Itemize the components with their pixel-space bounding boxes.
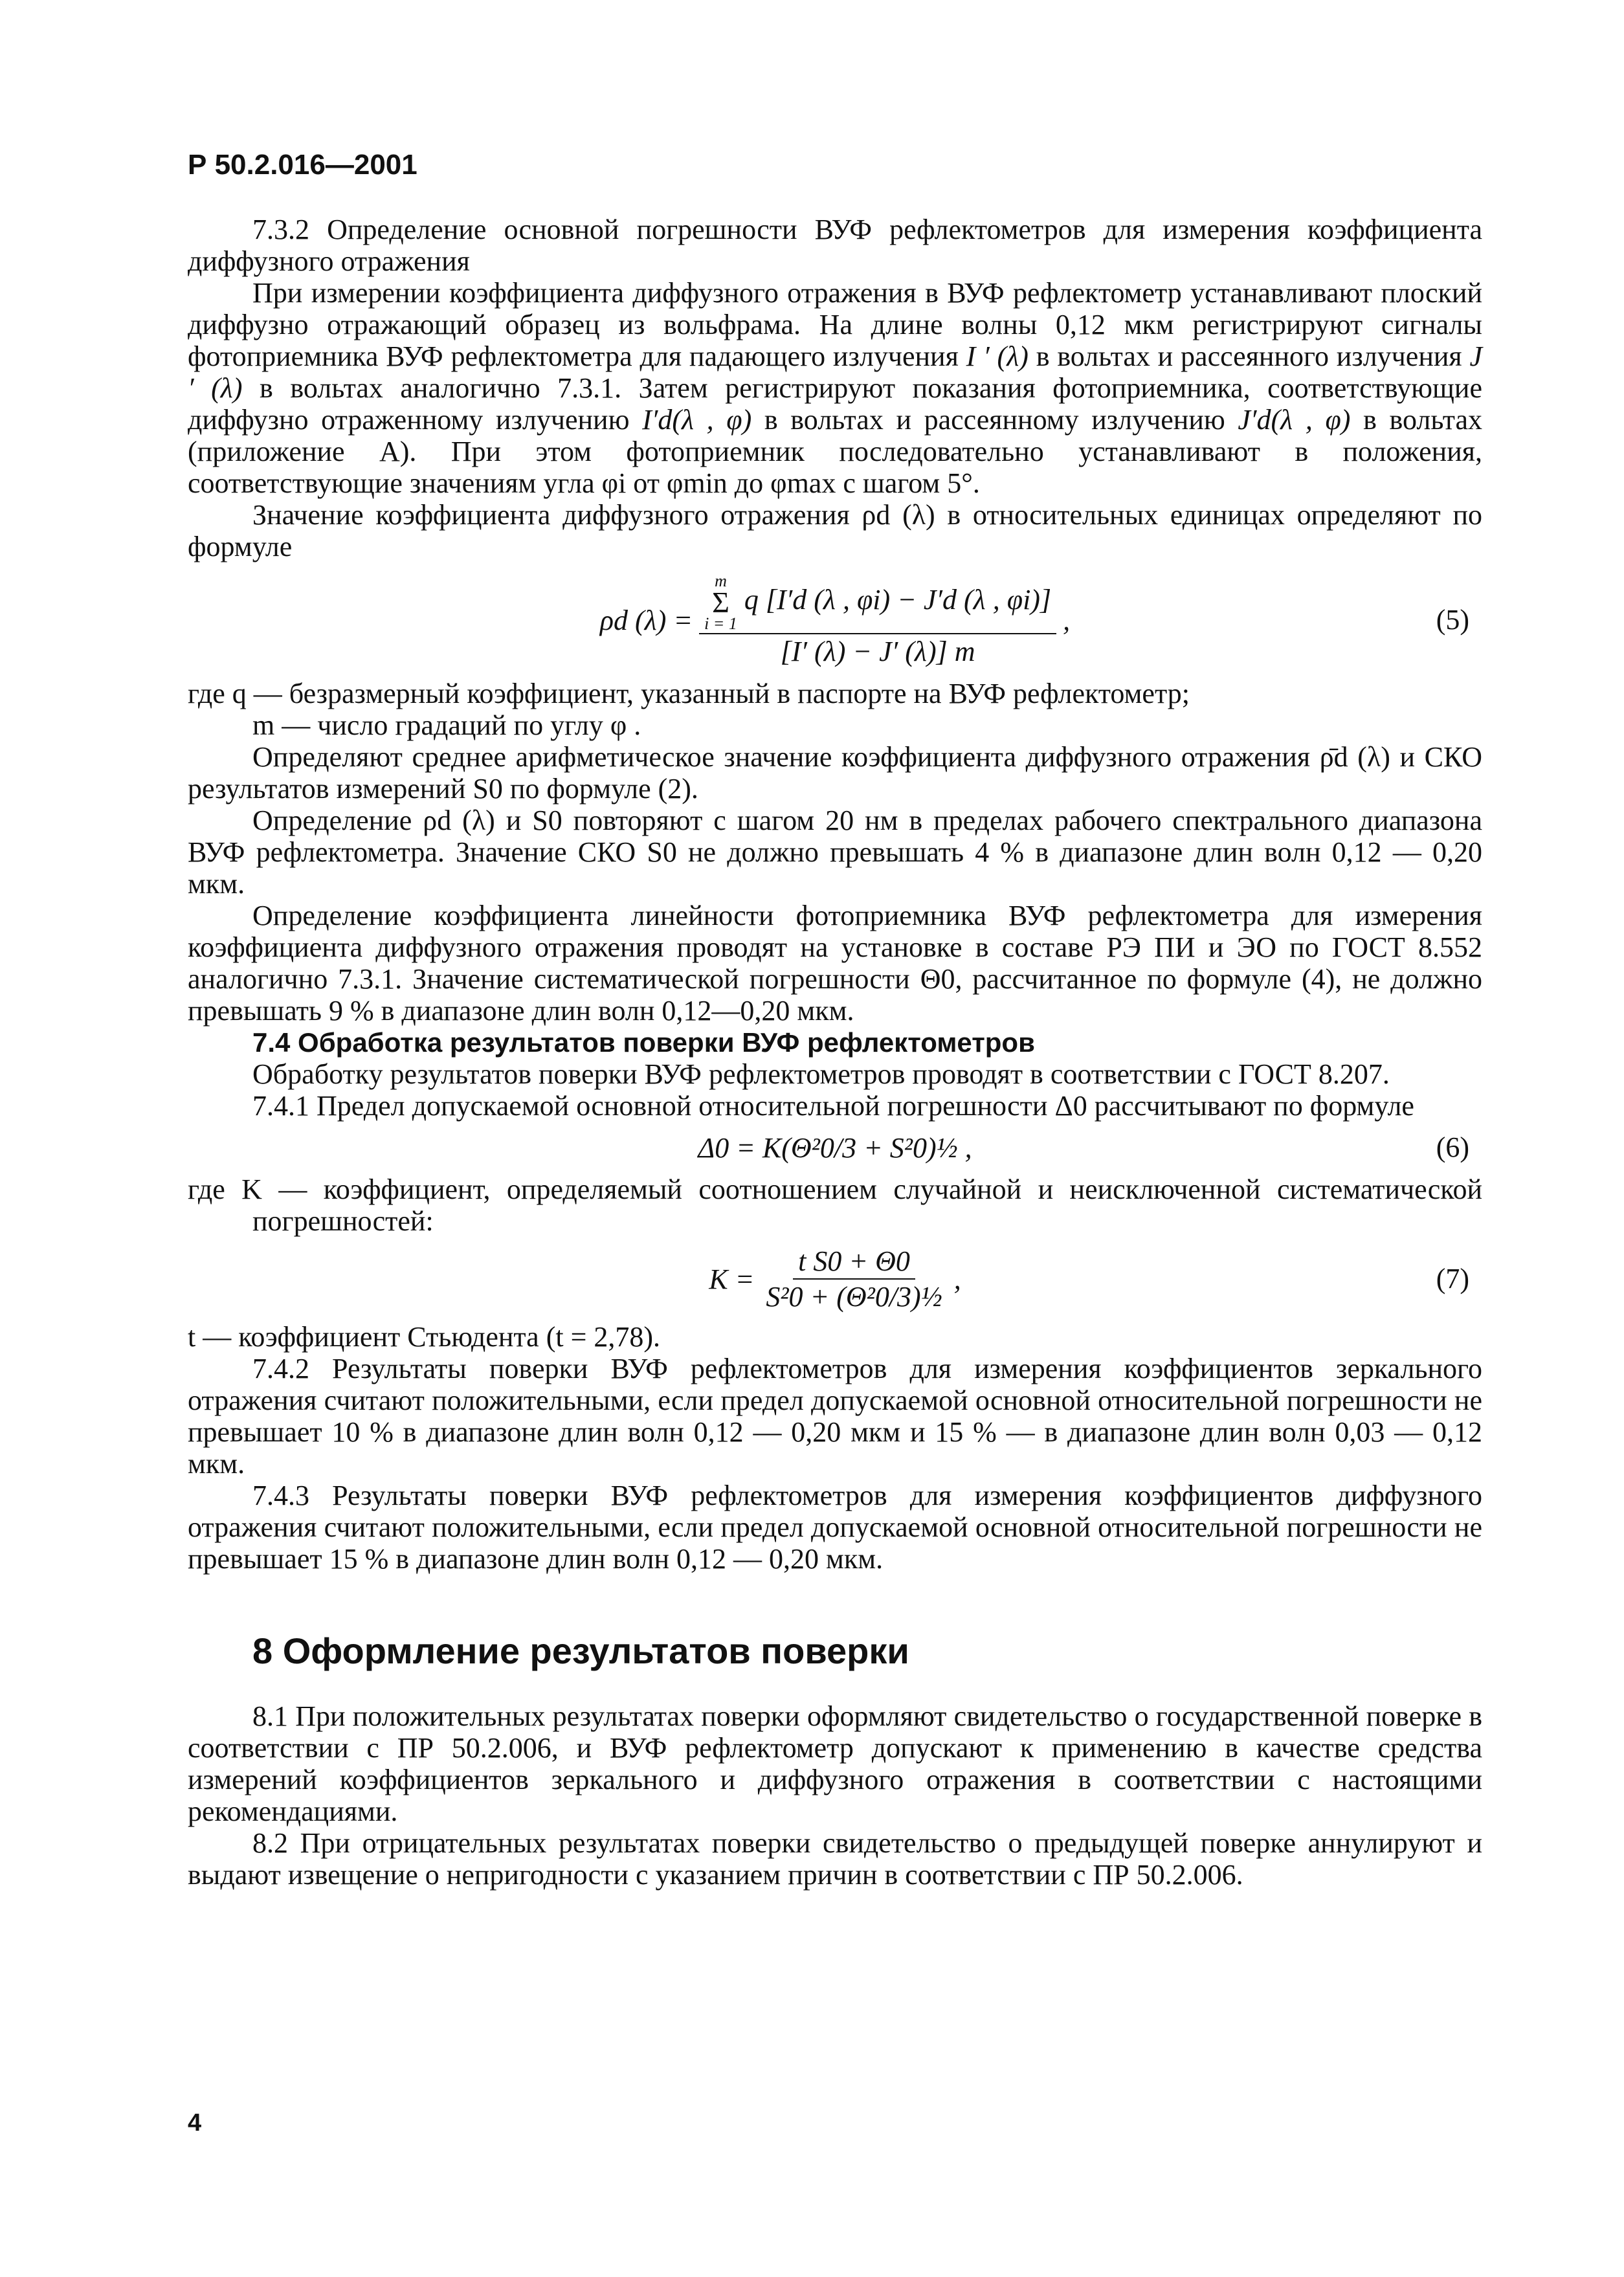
paragraph-7-3-2-3: Определяют среднее арифметическое значение коэффициента диффузного отражения ρ̄d (λ) и СКО результатов измерений S0 по формуле (2). bbox=[188, 741, 1482, 805]
where-q: где q — безразмерный коэффициент, указанный в паспорте на ВУФ рефлектометр; bbox=[188, 678, 1190, 709]
section-title-7-4: 7.4 Обработка результатов поверки ВУФ рефлектометров bbox=[252, 1027, 1035, 1058]
formula-5: ρd (λ) = m Σ i = 1 q [I′d (λ , φi) − J′d (λ , φi)] [I′ (λ) − J′ (λ)] m , (5) bbox=[599, 571, 1469, 667]
formula-6-expression: Δ0 = K(Θ²0/3 + S²0)½ , bbox=[698, 1131, 972, 1164]
equation-number-7: (7) bbox=[1436, 1263, 1469, 1294]
equation-number-5: (5) bbox=[1436, 604, 1469, 636]
math-run: I ′ (λ) bbox=[966, 340, 1029, 372]
formula-7: K = $\frac{\text{t S0 + Θ0}}{\text{S²0 + (Θ²0/3)½}}$ , (7) bbox=[709, 1245, 1469, 1313]
section-title-8: 8 Оформление результатов поверки bbox=[252, 1630, 909, 1671]
section-title-7-3-2: 7.3.2 Определение основной погрешности ВУФ рефлектометров для измерения коэффициента диффузного отражения bbox=[188, 214, 1482, 277]
formula-5-lhs: ρd (λ) = bbox=[599, 604, 693, 636]
paragraph-7-4-2: 7.4.2 Результаты поверки ВУФ рефлектометров для измерения коэффициентов зеркального отражения считают положительными, если предел допускаемой основной относительной погрешности не превышает 10 % в диапазоне длин волн 0,12 — 0,20 мкм и 15 % — в диапазоне длин волн 0,03 — 0,12 мкм. bbox=[188, 1353, 1482, 1480]
math-run: J′d(λ , φ) bbox=[1238, 404, 1351, 436]
formula-5-denominator: [I′ (λ) − J′ (λ)] m bbox=[780, 635, 975, 667]
document-code: Р 50.2.016—2001 bbox=[188, 149, 417, 181]
paragraph-7-3-2-1 bbox=[188, 277, 1482, 499]
sum-symbol: m Σ i = 1 bbox=[704, 571, 737, 633]
formula-7-lhs: K = bbox=[709, 1263, 755, 1295]
where-m: m — число градаций по углу φ . bbox=[252, 709, 641, 741]
paragraph-8-2: 8.2 При отрицательных результатах поверки свидетельство о предыдущей поверке аннулируют и выдают извещение о непригодности с указанием причин в соответствии с ПР 50.2.006. bbox=[188, 1827, 1482, 1891]
where-k: где K — коэффициент, определяемый соотношением случайной и неисключенной систематической погрешностей: bbox=[188, 1173, 1482, 1237]
where-t: t — коэффициент Стьюдента (t = 2,78). bbox=[188, 1321, 661, 1353]
formula-7-numerator: t S0 + Θ0 bbox=[793, 1245, 915, 1280]
text-run: в вольтах аналогично 7.3.1. Затем регистрируют показания фотоприемника, соответствующие диффузно отраженному излучению bbox=[188, 372, 1482, 436]
page-content bbox=[188, 214, 1482, 1891]
paragraph-7-4-1-formula-intro: 7.4.1 Предел допускаемой основной относительной погрешности Δ0 рассчитывают по формуле bbox=[252, 1090, 1414, 1122]
formula-5-numerator: m Σ i = 1 q [I′d (λ , φi) − J′d (λ , φi)] bbox=[699, 573, 1056, 634]
equation-number-6: (6) bbox=[1436, 1131, 1469, 1163]
text-run: в вольтах (приложение А). При этом фотоприемник последовательно устанавливают в положения, соответствующие значениям угла φi от φmin до φmax с шагом 5°. bbox=[188, 404, 1483, 499]
math-run: J ′ (λ) bbox=[188, 340, 1483, 404]
paragraph-7-3-2-4: Определение ρd (λ) и S0 повторяют с шагом 20 нм в пределах рабочего спектрального диапазона ВУФ рефлектометра. Значение СКО S0 не должно превышать 4 % в диапазоне длин волн 0,12 — 0,20 мкм. bbox=[188, 805, 1482, 900]
math-run: I′d(λ , φ) bbox=[642, 404, 752, 436]
paragraph-7-3-2-5: Определение коэффициента линейности фотоприемника ВУФ рефлектометра для измерения коэффициента диффузного отражения проводят на установке в составе РЭ ПИ и ЭО по ГОСТ 8.552 аналогично 7.3.1. Значение систематической погрешности Θ0, рассчитанное по формуле (4), не должно превышать 9 % в диапазоне длин волн 0,12—0,20 мкм. bbox=[188, 900, 1482, 1027]
formula-7-fraction bbox=[761, 1245, 947, 1313]
page-number: 4 bbox=[188, 2109, 202, 2137]
text-run: в вольтах и рассеянного излучения bbox=[1028, 340, 1470, 372]
text-run: в вольтах и рассеянному излучению bbox=[751, 404, 1238, 436]
paragraph-7-3-2-2: Значение коэффициента диффузного отражения ρd (λ) в относительных единицах определяют по формуле bbox=[188, 499, 1482, 562]
formula-7-denominator: S²0 + (Θ²0/3)½ bbox=[766, 1281, 942, 1313]
formula-5-fraction bbox=[699, 573, 1056, 667]
text-run: При измерении коэффициента диффузного отражения в ВУФ рефлектометр устанавливают плоский диффузно отражающий образец из вольфрама. На длине волны 0,12 мкм регистрируют сигналы фотоприемника ВУФ рефлектометра для падающего излучения bbox=[188, 277, 1482, 372]
paragraph-7-4-1: Обработку результатов поверки ВУФ рефлектометров проводят в соответствии с ГОСТ 8.207. bbox=[252, 1058, 1390, 1090]
paragraph-7-4-3: 7.4.3 Результаты поверки ВУФ рефлектометров для измерения коэффициентов диффузного отражения считают положительными, если предел допускаемой основной относительной погрешности не превышает 15 % в диапазоне длин волн 0,12 — 0,20 мкм. bbox=[188, 1480, 1482, 1575]
paragraph-8-1: 8.1 При положительных результатах поверки оформляют свидетельство о государственной поверке в соответствии с ПР 50.2.006, и ВУФ рефлектометр допускают к применению в качестве средства измерений коэффициентов зеркального и диффузного отражения в соответствии с настоящими рекомендациями. bbox=[188, 1700, 1482, 1827]
formula-6 bbox=[188, 1122, 1482, 1173]
